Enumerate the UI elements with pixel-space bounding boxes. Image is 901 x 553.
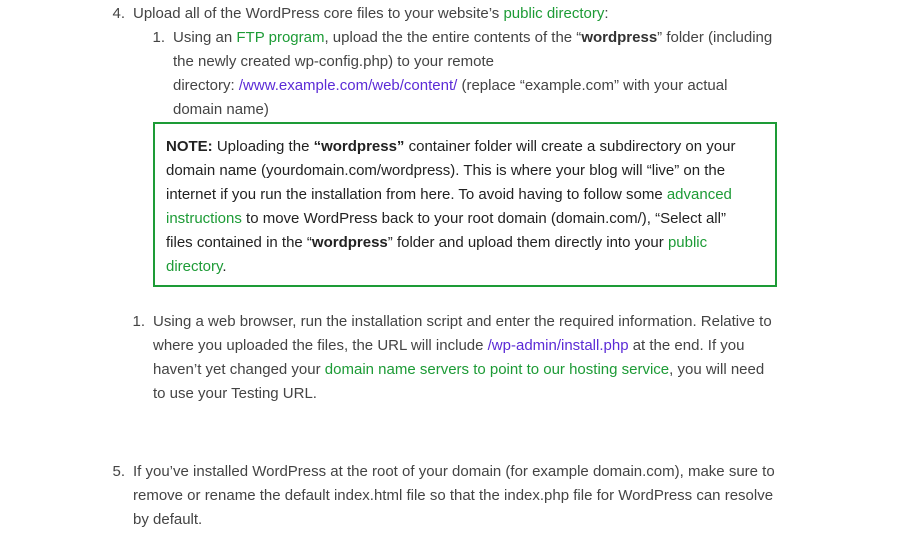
item4-sub-line3-a: directory:	[173, 77, 239, 94]
note-line4-a: to move WordPress back to your root domain (domain.com/), “Select all”	[241, 210, 726, 227]
item4-sub-line1-b: , upload the the entire contents of the “	[324, 29, 582, 46]
install-line2-b: at the end. If you	[628, 337, 745, 354]
item4-sub-line1-c: ” folder (including	[657, 29, 773, 46]
item4-sub-line3	[173, 74, 727, 98]
note-line6	[166, 255, 765, 279]
note-line6-a: .	[222, 258, 227, 275]
note-box	[153, 122, 777, 287]
item4-text	[133, 2, 609, 26]
list-number-5: 5.	[112, 463, 125, 480]
note-line5	[166, 231, 765, 255]
note-line1-b: container folder will create a subdirectory on your	[404, 138, 736, 155]
item4-sub-line2: the newly created wp-config.php) to your remote	[173, 53, 494, 70]
item4-sub-line1-a: Using an	[173, 29, 237, 46]
note-line1	[166, 135, 765, 159]
list-number-4-1: 1.	[152, 29, 165, 46]
item5-line3: by default.	[133, 511, 203, 528]
note-public-directory-link-part2[interactable]: directory	[166, 258, 223, 275]
install-line3	[153, 358, 764, 382]
install-line3-b: , you will need	[669, 361, 765, 378]
public-directory-link[interactable]: public directory	[503, 5, 605, 22]
name-servers-link[interactable]: domain name servers to point to our hosting service	[324, 361, 670, 378]
note-public-directory-link-part1[interactable]: public	[667, 234, 708, 251]
install-line1: Using a web browser, run the installation script and enter the required information. Relative to	[153, 313, 772, 330]
install-line2	[153, 334, 744, 358]
note-wordpress-bold: “wordpress”	[313, 138, 405, 155]
install-line2-a: where you uploaded the files, the URL will include	[153, 337, 488, 354]
item4-text-before: Upload all of the WordPress core files to your website’s	[133, 5, 504, 22]
note-line1-a: Uploading the	[212, 138, 314, 155]
note-line2: domain name (yourdomain.com/wordpress). This is where your blog will “live” on the	[166, 162, 726, 179]
note-line5-a: files contained in the “	[166, 234, 312, 251]
list-number-4: 4.	[112, 5, 125, 22]
advanced-instructions-link-part2[interactable]: instructions	[166, 210, 242, 227]
install-line4: to use your Testing URL.	[153, 385, 317, 402]
note-line5-b: ” folder and upload them directly into your	[387, 234, 668, 251]
note-line3-a: internet if you run the installation from here. To avoid having to follow some	[166, 186, 667, 203]
wordpress-bold: wordpress	[581, 29, 658, 46]
advanced-instructions-link-part1[interactable]: advanced	[666, 186, 732, 203]
note-wordpress-bold-2: wordpress	[311, 234, 388, 251]
item4-text-after: :	[604, 5, 609, 22]
note-label: NOTE:	[166, 138, 213, 155]
install-line3-a: haven’t yet changed your	[153, 361, 325, 378]
note-line3	[166, 183, 765, 207]
item4-sub-line4: domain name)	[173, 101, 269, 118]
ftp-program-link[interactable]: FTP program	[236, 29, 325, 46]
item5-line1: If you’ve installed WordPress at the root of your domain (for example domain.com), make sure to	[133, 463, 775, 480]
install-php-link[interactable]: /wp-admin/install.php	[487, 337, 629, 354]
item4-sub-line1	[173, 26, 772, 50]
item4-sub-line3-b: (replace “example.com” with your actual	[457, 77, 728, 94]
note-line4	[166, 207, 765, 231]
list-number-install: 1.	[132, 313, 145, 330]
item5-line2: remove or rename the default index.html file so that the index.php file for WordPress can resolve	[133, 487, 774, 504]
remote-directory-link[interactable]: /www.example.com/web/content/	[238, 77, 458, 94]
